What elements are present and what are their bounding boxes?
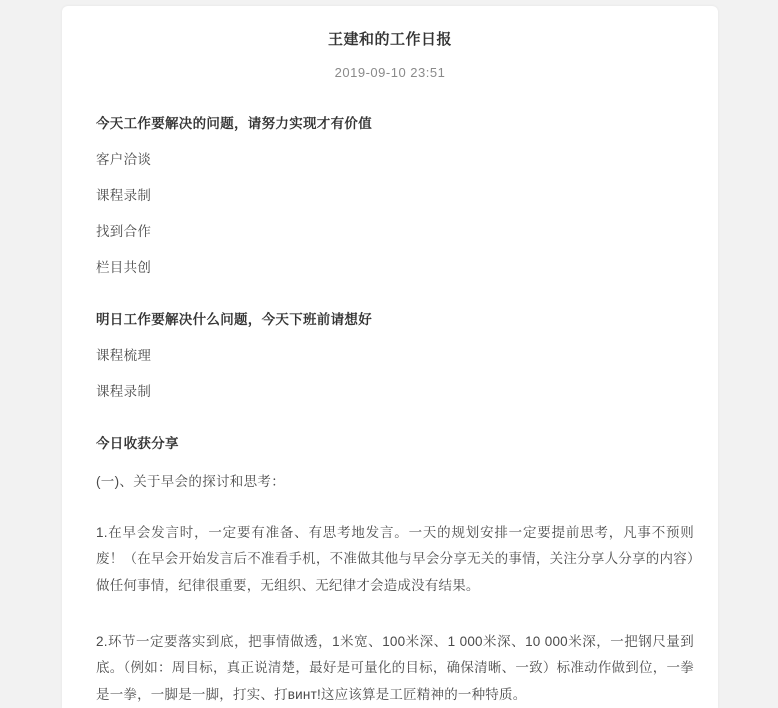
report-page [62,6,718,708]
list-item: 课程梳理 [96,348,152,363]
paragraph: 2.环节一定要落实到底，把事情做透，1米宽、100米深、1 000米深、10 000米深，一把钢尺量到底。（例如：周目标，真正说清楚，最好是可量化的目标，确保清晰、一致）标准动作做到位，一拳是一拳，一脚是一脚，打实、打винт!这应该算是工匠精神的一种特质。 [96,633,694,702]
list-item: 客户洽谈 [96,152,152,167]
list-item: 课程录制 [96,384,152,399]
list-item: 找到合作 [96,224,152,239]
subsection-label: (一)、关于早会的探讨和思考： [96,474,285,489]
section-today-gains [86,432,694,708]
section-today-tasks [86,112,694,276]
list-item: 栏目共创 [96,260,152,275]
section-tomorrow-tasks [86,308,694,400]
report-timestamp: 2019-09-10 23:51 [334,65,446,80]
list-item: 课程录制 [96,188,152,203]
page-title: 王建和的工作日报 [327,31,452,48]
paragraph: 1.在早会发言时，一定要有准备、有思考地发言。一天的规划安排一定要提前思考，凡事不预则废！（在早会开始发言后不准看手机，不准做其他与早会分享无关的事情，关注分享人分享的内容）做任何事情，纪律很重要，无组织、无纪律才会造成没有结果。 [96,525,694,593]
section-heading: 明日工作要解决什么问题，今天下班前请想好 [96,312,372,327]
section-heading: 今日收获分享 [96,436,179,451]
section-heading: 今天工作要解决的问题，请努力实现才有价值 [96,116,372,131]
